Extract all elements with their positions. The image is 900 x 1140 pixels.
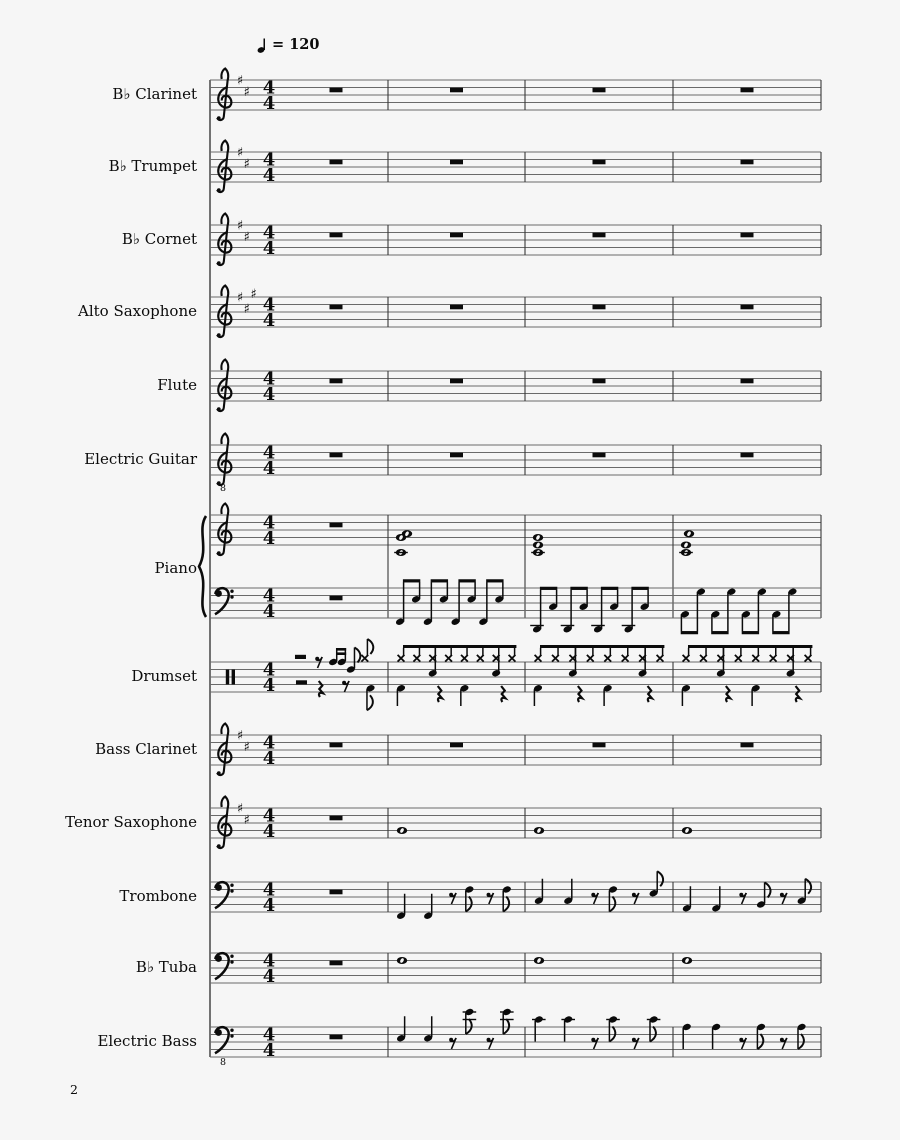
staff-bb-clarinet: [210, 69, 821, 121]
measure-4: [682, 879, 811, 913]
sharp-icon: ♯: [250, 286, 257, 302]
staff-bb-trumpet: [210, 141, 821, 193]
time-signature-denominator: 4: [262, 92, 276, 114]
sharp-icon: ♯: [243, 739, 250, 755]
measure-3: [532, 1015, 660, 1049]
time-signature-numerator: 4: [262, 77, 276, 99]
measure-2: [450, 453, 463, 458]
time-signature-numerator: 4: [262, 659, 276, 681]
measure-4: [741, 453, 754, 458]
page-number: 2: [70, 1082, 78, 1097]
measure-1: [330, 453, 343, 458]
time-signature-denominator: 4: [262, 164, 276, 186]
measure-3: [593, 453, 606, 458]
instrument-label-drumset: Drumset: [131, 667, 197, 685]
sharp-icon: ♯: [243, 812, 250, 828]
staff-drumset: [210, 639, 821, 710]
piano-brace: [199, 516, 206, 617]
time-signature-denominator: 4: [262, 600, 276, 622]
measure-1: [330, 160, 343, 165]
measure-3: [534, 827, 544, 834]
measure-3: [593, 743, 606, 748]
measure-1: [330, 596, 343, 601]
instrument-label-bb-tuba: B♭ Tuba: [135, 958, 197, 976]
measure-2: [450, 305, 463, 310]
time-signature-numerator: 4: [262, 368, 276, 390]
key-signature: [237, 219, 250, 245]
measure-3: [593, 305, 606, 310]
measure-2: [450, 743, 463, 748]
time-signature-numerator: 4: [262, 512, 276, 534]
measure-3: [593, 233, 606, 238]
measure-2: [396, 645, 516, 706]
time-signature-numerator: 4: [262, 149, 276, 171]
staff-trombone: [210, 871, 821, 920]
measure-3: [533, 645, 664, 706]
measure-4: [682, 827, 692, 834]
time-signature-denominator: 4: [262, 820, 276, 842]
key-signature: [237, 74, 250, 100]
treble-clef-icon: [217, 286, 232, 338]
measure-2: [396, 885, 512, 920]
staff-tenor-saxophone: [210, 797, 821, 849]
sharp-icon: ♯: [243, 229, 250, 245]
time-signature-denominator: 4: [262, 965, 276, 987]
treble-clef-icon: [217, 434, 232, 495]
measure-2: [394, 530, 412, 556]
measure-2: [397, 827, 407, 834]
measure-3: [534, 957, 544, 964]
sharp-icon: ♯: [243, 156, 250, 172]
staff-electric-bass: [210, 1008, 821, 1068]
measure-2: [450, 88, 463, 93]
instrument-label-trombone: Trombone: [119, 887, 197, 905]
time-signature-denominator: 4: [262, 383, 276, 405]
time-signature-denominator: 4: [262, 674, 276, 696]
staff-bb-tuba: [210, 950, 821, 986]
time-signature: [263, 222, 276, 258]
measure-4: [741, 88, 754, 93]
measure-4: [741, 305, 754, 310]
time-signature: [263, 77, 276, 113]
sharp-icon: ♯: [236, 728, 244, 744]
measure-4: [741, 379, 754, 384]
measure-3: [593, 379, 606, 384]
measure-3: [531, 534, 545, 556]
sharp-icon: ♯: [243, 84, 250, 100]
instrument-label-electric-guitar: Electric Guitar: [84, 450, 197, 468]
time-signature: [263, 805, 276, 841]
instrument-label-bb-clarinet: B♭ Clarinet: [112, 85, 197, 103]
time-signature: [263, 1024, 276, 1060]
instrument-label-flute: Flute: [157, 376, 197, 394]
treble-clef-icon: [217, 504, 232, 556]
measure-4: [741, 160, 754, 165]
instrument-label-electric-bass: Electric Bass: [97, 1032, 197, 1050]
instrument-label-bb-cornet: B♭ Cornet: [121, 230, 197, 248]
time-signature: [263, 294, 276, 330]
time-signature-numerator: 4: [262, 222, 276, 244]
sharp-icon: ♯: [236, 218, 244, 234]
measure-1: [330, 233, 343, 238]
instrument-label-bb-trumpet: B♭ Trumpet: [108, 157, 197, 175]
staff-alto-saxophone: [210, 286, 821, 338]
sharp-icon: ♯: [243, 301, 250, 317]
sharp-icon: ♯: [236, 73, 244, 89]
measure-1: [330, 88, 343, 93]
measure-1: [330, 305, 343, 310]
octave-8-marker: 8: [219, 1057, 227, 1068]
time-signature-numerator: 4: [262, 805, 276, 827]
octave-8-marker: 8: [219, 483, 227, 494]
measure-1: [330, 961, 343, 966]
time-signature: [263, 732, 276, 768]
measure-2: [450, 160, 463, 165]
time-signature-denominator: 4: [262, 1039, 276, 1061]
key-signature: [237, 729, 250, 755]
measure-2: [397, 957, 407, 964]
measure-3: [534, 871, 663, 911]
time-signature-denominator: 4: [262, 237, 276, 259]
measure-3: [593, 160, 606, 165]
bass-clef-icon: [215, 1027, 234, 1068]
time-signature-denominator: 4: [262, 894, 276, 916]
time-signature-denominator: 4: [262, 457, 276, 479]
key-signature: [237, 802, 250, 828]
time-signature-numerator: 4: [262, 732, 276, 754]
treble-clef-icon: [217, 360, 232, 412]
measure-4: [679, 530, 694, 556]
time-signature: [263, 442, 276, 478]
measure-1: [330, 890, 343, 895]
measure-4: [741, 233, 754, 238]
instrument-label-tenor-saxophone: Tenor Saxophone: [65, 813, 197, 831]
measure-1: [330, 379, 343, 384]
treble-clef-icon: [217, 214, 232, 266]
tempo-value: = 120: [272, 36, 320, 53]
time-signature: [263, 368, 276, 404]
measure-2: [450, 379, 463, 384]
time-signature-numerator: 4: [262, 585, 276, 607]
measure-2: [450, 233, 463, 238]
time-signature: [263, 950, 276, 986]
time-signature-denominator: 4: [262, 309, 276, 331]
measure-4: [682, 957, 692, 964]
measure-1: [330, 816, 343, 821]
staff-piano-treble: [210, 504, 821, 619]
staff-piano-bass: [210, 579, 821, 634]
measure-3: [593, 88, 606, 93]
sharp-icon: ♯: [236, 290, 244, 306]
treble-clef-icon: [217, 724, 232, 776]
time-signature-denominator: 4: [262, 527, 276, 549]
measure-1: [295, 639, 376, 710]
time-signature: [263, 879, 276, 915]
time-signature-numerator: 4: [262, 294, 276, 316]
sharp-icon: ♯: [236, 801, 244, 817]
treble-clef-icon: [217, 141, 232, 193]
staff-electric-guitar: [210, 434, 821, 495]
measure-4: [681, 645, 812, 706]
staff-flute: [210, 360, 821, 412]
time-signature: [263, 585, 276, 621]
treble-clef-icon: [217, 69, 232, 121]
instrument-label-bass-clarinet: Bass Clarinet: [95, 740, 197, 758]
staff-bass-clarinet: [210, 724, 821, 776]
measure-4: [741, 743, 754, 748]
time-signature: [263, 149, 276, 185]
measure-1: [330, 523, 343, 528]
sharp-icon: ♯: [236, 145, 244, 161]
measure-2: [396, 1008, 514, 1049]
staff-bb-cornet: [210, 214, 821, 266]
time-signature: [263, 659, 276, 695]
measure-1: [330, 743, 343, 748]
measure-1: [330, 1035, 343, 1040]
instrument-label-alto-saxophone: Alto Saxophone: [78, 302, 197, 320]
time-signature-denominator: 4: [262, 747, 276, 769]
time-signature: [263, 512, 276, 548]
time-signature-numerator: 4: [262, 1024, 276, 1046]
time-signature-numerator: 4: [262, 442, 276, 464]
key-signature: [237, 146, 250, 172]
time-signature-numerator: 4: [262, 950, 276, 972]
treble-clef-icon: [217, 797, 232, 849]
time-signature-numerator: 4: [262, 879, 276, 901]
instrument-label-piano-treble: Piano: [154, 559, 197, 577]
